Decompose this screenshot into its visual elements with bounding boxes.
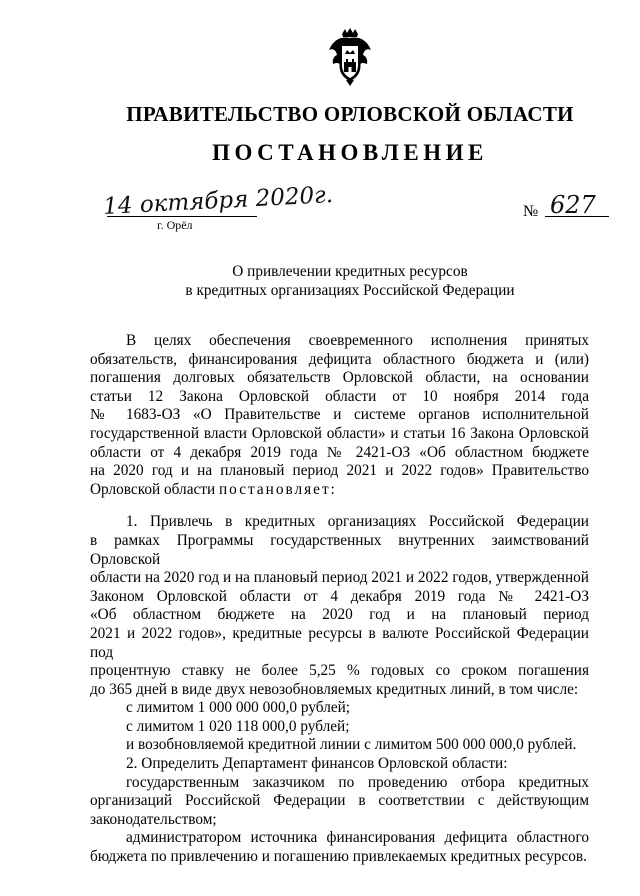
number-label: № (523, 203, 539, 220)
resolves-word: постановляет: (218, 480, 337, 498)
item-1-line: 1. Привлечь в кредитных организациях Российской Федерации (126, 513, 589, 531)
item-2-heading: 2. Определить Департамент финансов Орловской области: (126, 755, 508, 773)
item-1-last-line: до 365 дней в виде двух невозобновляемых кредитных линий, в том числе: (90, 680, 579, 698)
government-title: ПРАВИТЕЛЬСТВО ОРЛОВСКОЙ ОБЛАСТИ (126, 102, 574, 126)
document-type: ПОСТАНОВЛЕНИЕ (212, 140, 488, 165)
item-1-line: в рамках Программы государственных внутренних заимствований Орловской (90, 531, 589, 568)
subject-line-2: в кредитных организациях Российской Федерации (185, 282, 515, 299)
preamble-line: обязательств, финансирования дефицита областного бюджета и (или) (90, 350, 589, 368)
document-body (90, 332, 589, 867)
item-2-customer-line: организаций Российской Федерации в соответствии с действующим (90, 792, 589, 810)
item-1-line: области на 2020 год и на плановый период 2021 и 2022 годов, утвержденной (90, 569, 589, 587)
document-subject (0, 262, 640, 300)
preamble-last-line (90, 481, 589, 500)
preamble-last-prefix: Орловской области (90, 480, 216, 498)
item-1-line: Законом Орловской области от 4 декабря 2019 года № 2421-ОЗ (90, 587, 589, 605)
preamble-line: на 2020 год и на плановый период 2021 и 2022 годов» Правительство (90, 462, 589, 480)
city-label: г. Орёл (157, 218, 193, 232)
item-1-line: «Об областном бюджете на 2020 год и на плановый период (90, 606, 589, 624)
handwritten-date: 14 октября 2020г. (102, 182, 334, 220)
credit-limit-3: и возобновляемой кредитной линии с лимитом 500 000 000,0 рублей. (126, 736, 577, 754)
preamble-line: статьи 12 Закона Орловской области от 10 ноября 2014 года (90, 387, 589, 405)
preamble-line: № 1683-ОЗ «О Правительстве и системе органов исполнительной (90, 406, 589, 424)
item-1-line: 2021 и 2022 годов», кредитные ресурсы в валюте Российской Федерации под (90, 624, 589, 661)
item-2-admin-last: бюджета по привлечению и погашению привлекаемых кредитных ресурсов. (90, 848, 587, 866)
preamble-line: погашения долговых обязательств Орловской области, на основании (90, 369, 589, 387)
item-2-admin-line: администратором источника финансирования дефицита областного (126, 829, 589, 847)
item-2-customer-line: государственным заказчиком по проведению отбора кредитных (126, 773, 589, 791)
credit-limit-2: с лимитом 1 020 118 000,0 рублей; (126, 717, 350, 735)
item-2-paragraph (90, 755, 589, 867)
credit-limit-1: с лимитом 1 000 000 000,0 рублей; (126, 699, 351, 717)
preamble-line: области от 4 декабря 2019 года № 2421-ОЗ «Об областном бюджете (90, 443, 589, 461)
item-1-line: процентную ставку не более 5,25 % годовых со сроком погашения (90, 662, 589, 680)
item-2-customer-last: законодательством; (90, 810, 217, 828)
preamble-paragraph (90, 332, 589, 499)
paragraph-spacer (90, 499, 589, 513)
item-1-paragraph (90, 513, 589, 755)
preamble-line: государственной власти Орловской области» и статьи 16 Закона Орловской (90, 424, 589, 442)
preamble-line: В целях обеспечения своевременного исполнения принятых (126, 332, 589, 349)
coat-of-arms-icon (327, 28, 373, 86)
subject-line-1: О привлечении кредитных ресурсов (232, 263, 468, 280)
handwritten-number: 627 (550, 191, 596, 219)
